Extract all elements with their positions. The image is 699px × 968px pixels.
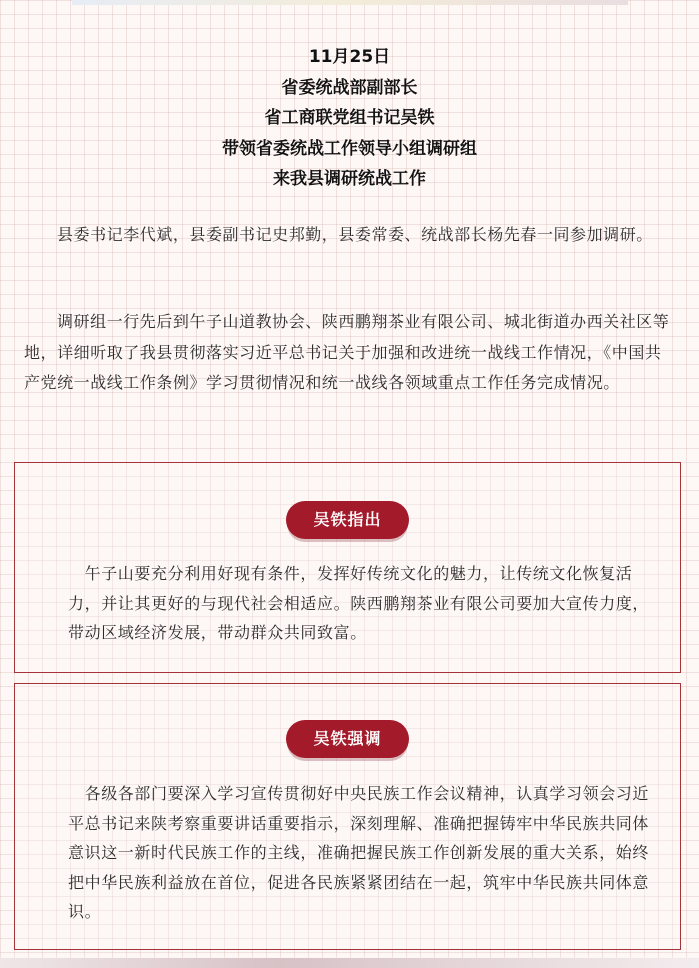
heading-line: 带领省委统战工作领导小组调研组 [222, 138, 477, 159]
paragraph-attendees: 县委书记李代斌，县委副书记史邦勤，县委常委、统战部长杨先春一同参加调研。 [57, 225, 653, 244]
quote-text-emphasized: 各级各部门要深入学习宣传贯彻好中央民族工作会议精神，认真学习领会习近平总书记来陕考察重要讲话重要指示，深刻理解、准确把握铸牢中华民族共同体意识这一新时代民族工作的主线，准确把握民族工作创新发展的重大关系，始终把中华民族利益放在首位，促进各民族紧紧团结在一起，筑牢中华民族共同体意识。 [68, 784, 650, 921]
heading-line: 省工商联党组书记吴铁 [264, 108, 435, 128]
bottom-decoration-bar [0, 958, 699, 968]
paragraph-itinerary: 调研组一行先后到午子山道教协会、陕西鹏翔茶业有限公司、城北街道办西关社区等地，详细听取了我县贯彻落实习近平总书记关于加强和改进统一战线工作情况，《中国共产党统一战线工作条例》学习贯彻情况和统一战线各领域重点工作任务完成情况。 [24, 312, 670, 392]
heading-line: 省委统战部副部长 [281, 77, 418, 98]
top-decoration-bar [72, 0, 628, 5]
quote-box-emphasized [14, 683, 681, 950]
quote-box-pointed-out [14, 462, 681, 673]
article-heading [0, 42, 699, 195]
quote-text-pointed-out: 午子山要充分利用好现有条件，发挥好传统文化的魅力，让传统文化恢复活力，并让其更好的与现代社会相适应。陕西鹏翔茶业有限公司要加大宣传力度，带动区域经济发展，带动群众共同致富。 [68, 564, 650, 642]
badge-emphasized: 吴铁强调 [286, 720, 409, 758]
heading-date: 11月25日 [308, 47, 391, 67]
heading-line: 来我县调研统战工作 [273, 169, 426, 189]
badge-pointed-out: 吴铁指出 [286, 501, 409, 539]
